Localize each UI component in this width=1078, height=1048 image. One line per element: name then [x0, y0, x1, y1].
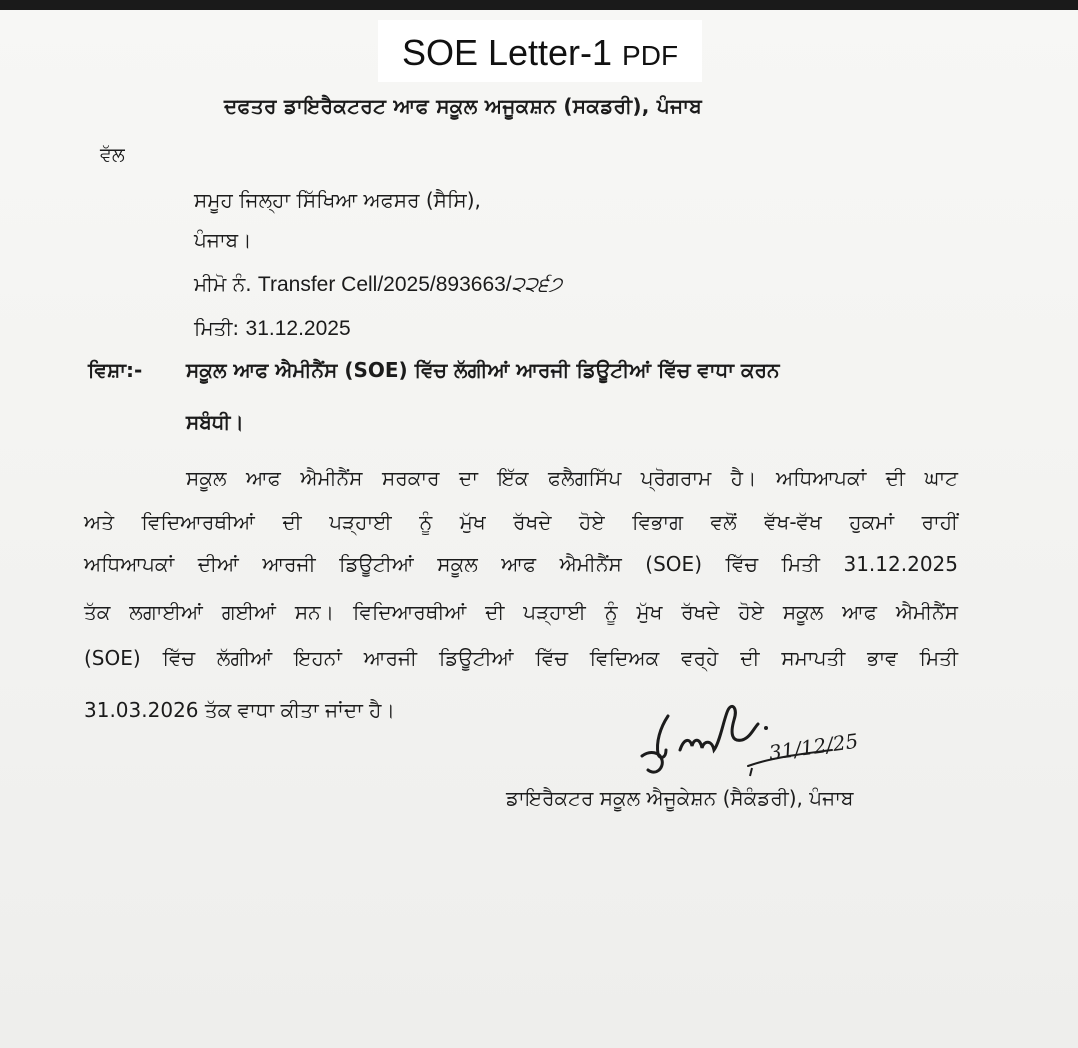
title-suffix: PDF [622, 40, 679, 71]
handwritten-signature [620, 698, 880, 798]
memo-handwritten-number: ੨੨੬੭ [511, 272, 562, 296]
subject-line-2: ਸਬੰਧੀ। [186, 410, 244, 434]
memo-number: Transfer Cell/2025/893663/ [257, 273, 512, 296]
subject-label: ਵਿਸ਼ਾ:- [88, 358, 143, 382]
title-box [378, 20, 702, 82]
signature-date: 31/12/25 [767, 728, 860, 765]
top-bar [0, 0, 1078, 10]
title-main: SOE Letter-1 [401, 32, 613, 73]
body-line-5: (SOE) ਵਿੱਚ ਲੱਗੀਆਂ ਇਹਨਾਂ ਆਰਜੀ ਡਿਊਟੀਆਂ ਵਿੱਚ ਵਿਦਿਅਕ ਵਰ੍ਹੇ ਦੀ ਸਮਾਪਤੀ ਭਾਵ ਮਿਤੀ [84, 646, 958, 670]
signatory-designation: ਡਾਇਰੈਕਟਰ ਸਕੂਲ ਐਜੂਕੇਸ਼ਨ (ਸੈਕੰਡਰੀ), ਪੰਜਾਬ [506, 786, 854, 810]
date-prefix: ਮਿਤੀ: [194, 316, 246, 340]
recipient-line-1: ਸਮੂਹ ਜਿਲ੍ਹਾ ਸਿੱਖਿਆ ਅਫਸਰ (ਸੈਸਿ), [194, 188, 481, 212]
recipient-line-2: ਪੰਜਾਬ। [194, 228, 252, 252]
body-line-6: 31.03.2026 ਤੱਕ ਵਾਧਾ ਕੀਤਾ ਜਾਂਦਾ ਹੈ। [84, 698, 395, 722]
memo-prefix: ਮੀਮੋ ਨੰ. [194, 272, 258, 296]
letter-page [0, 10, 1078, 1048]
body-line-1: ਸਕੂਲ ਆਫ ਐਮੀਨੈਂਸ ਸਰਕਾਰ ਦਾ ਇੱਕ ਫਲੈਗਸਿੱਪ ਪ੍ਰੋਗਰਾਮ ਹੈ। ਅਧਿਆਪਕਾਂ ਦੀ ਘਾਟ [186, 466, 958, 490]
body-line-2: ਅਤੇ ਵਿਦਿਆਰਥੀਆਂ ਦੀ ਪੜ੍ਹਾਈ ਨੂੰ ਮੁੱਖ ਰੱਖਦੇ ਹੋਏ ਵਿਭਾਗ ਵਲੋਂ ਵੱਖ-ਵੱਖ ਹੁਕਮਾਂ ਰਾਹੀਂ [84, 510, 958, 534]
body-line-4: ਤੱਕ ਲਗਾਈਆਂ ਗਈਆਂ ਸਨ। ਵਿਦਿਆਰਥੀਆਂ ਦੀ ਪੜ੍ਹਾਈ ਨੂੰ ਮੁੱਖ ਰੱਖਦੇ ਹੋਏ ਸਕੂਲ ਆਫ ਐਮੀਨੈਂਸ [84, 600, 958, 624]
date-line [194, 316, 351, 341]
department-heading: ਦਫਤਰ ਡਾਇਰੈਕਟਰਟ ਆਫ ਸਕੂਲ ਅਜੂਕਸ਼ਨ (ਸਕਡਰੀ), ਪੰਜਾਬ [224, 94, 702, 118]
from-label: ਵੱਲ [100, 144, 125, 166]
body-line-3: ਅਧਿਆਪਕਾਂ ਦੀਆਂ ਆਰਜੀ ਡਿਊਟੀਆਂ ਸਕੂਲ ਆਫ ਐਮੀਨੈਂਸ (SOE) ਵਿੱਚ ਮਿਤੀ 31.12.2025 [84, 552, 958, 576]
document-title [378, 32, 702, 74]
memo-number-line [194, 272, 562, 297]
date-value: 31.12.2025 [245, 317, 351, 340]
subject-line-1: ਸਕੂਲ ਆਫ ਐਮੀਨੈਂਸ (SOE) ਵਿੱਚ ਲੱਗੀਆਂ ਆਰਜੀ ਡਿਊਟੀਆਂ ਵਿੱਚ ਵਾਧਾ ਕਰਨ [186, 358, 780, 382]
